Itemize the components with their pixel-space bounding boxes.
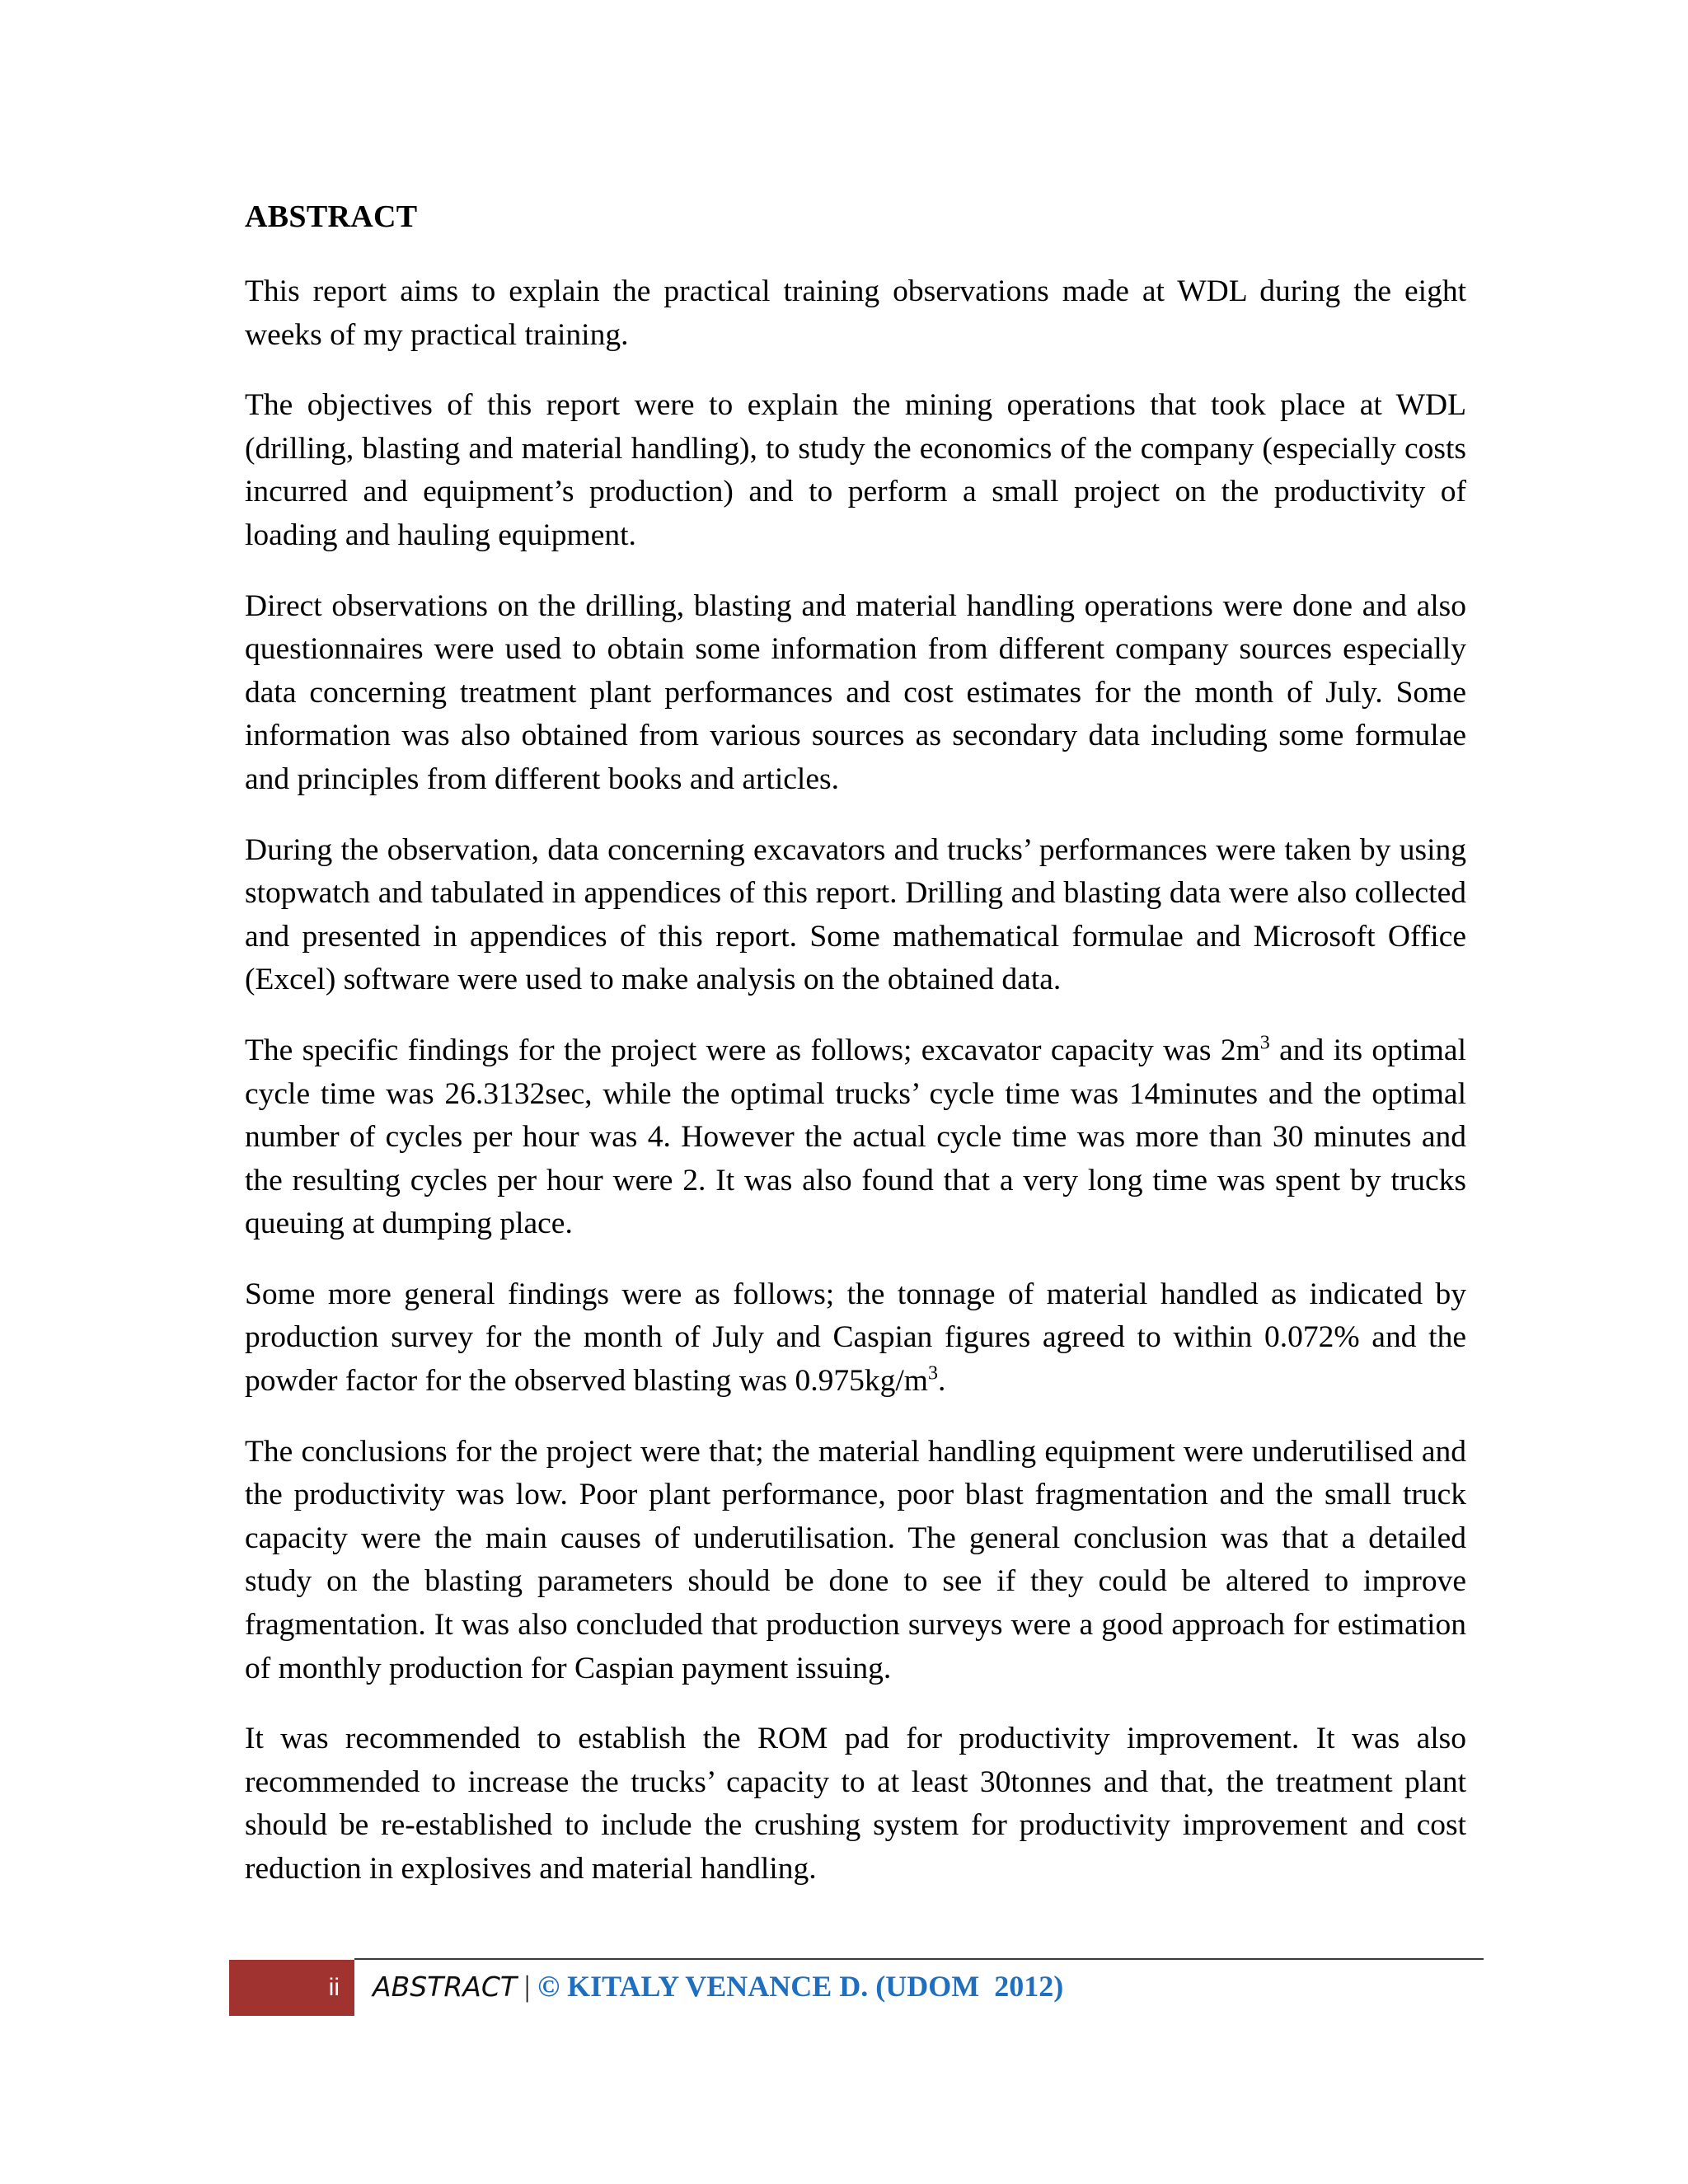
- footer: [373, 1968, 1063, 2005]
- superscript-cubic: 3: [927, 1362, 938, 1385]
- paragraph-specific-findings: [245, 1029, 1466, 1246]
- footer-separator: |: [517, 1970, 538, 2003]
- page-number-box: [229, 1960, 354, 2016]
- paragraph-intro: This report aims to explain the practical training observations made at WDL during the eight weeks of my practical training.: [245, 274, 1466, 352]
- footer-divider: [354, 1958, 1484, 1960]
- paragraph-observation: During the observation, data concerning excavators and trucks’ performances were taken by using stopwatch and tabulated in appendices of this report. Drilling and blasting data were also collected and presented in appendices of this report. Some mathematical formulae and Microsoft Office (Excel) software were used to make analysis on the obtained data.: [245, 832, 1466, 997]
- superscript-cubic: 3: [1259, 1032, 1270, 1054]
- footer-copyright: © KITALY VENANCE D. (UDOM 2012): [537, 1970, 1064, 2003]
- page-number: ii: [328, 1974, 340, 2001]
- document-body: [245, 198, 1466, 1919]
- paragraph-general-findings: [245, 1273, 1466, 1404]
- specific-findings-text-a: The specific findings for the project were as follows; excavator capacity was 2m: [245, 1033, 1260, 1067]
- paragraph-objectives: The objectives of this report were to explain the mining operations that took place at WDL (drilling, blasting and material handling), to study the economics of the company (especially costs incurred and equipment’s production) and to perform a small project on the productivity of loading and hauling equipment.: [245, 388, 1466, 552]
- footer-section-name: ABSTRACT: [373, 1971, 518, 2003]
- page-title: ABSTRACT: [245, 199, 418, 234]
- paragraph-methods: Direct observations on the drilling, blasting and material handling operations were done and also questionnaires were used to obtain some information from different company sources especially data concerning treatment plant performances and cost estimates for the month of July. Some information was also obtained from various sources as secondary data including some formulae and principles from different books and articles.: [245, 588, 1466, 796]
- paragraph-recommendations: It was recommended to establish the ROM pad for productivity improvement. It was also recommended to increase the trucks’ capacity to at least 30tonnes and that, the treatment plant should be re-established to include the crushing system for productivity improvement and cost reduction in explosives and material handling.: [245, 1722, 1466, 1886]
- specific-findings-text-b: and its optimal cycle time was 26.3132sec, while the optimal trucks’ cycle time was 14minutes and the optimal number of cycles per hour was 4. However the actual cycle time was more than 30 minutes and the resulting cycles per hour were 2. It was also found that a very long time was spent by trucks queuing at dumping place.: [245, 1033, 1466, 1241]
- general-findings-text-b: .: [937, 1364, 946, 1399]
- paragraph-conclusions: The conclusions for the project were that; the material handling equipment were underutilised and the productivity was low. Poor plant performance, poor blast fragmentation and the small truck capacity were the main causes of underutilisation. The general conclusion was that a detailed study on the blasting parameters should be done to see if they could be altered to improve fragmentation. It was also concluded that production surveys were a good approach for estimation of monthly production for Caspian payment issuing.: [245, 1434, 1466, 1685]
- general-findings-text-a: Some more general findings were as follows; the tonnage of material handled as indicated by production survey for the month of July and Caspian figures agreed to within 0.072% and the powder factor for the observed blasting was 0.975kg/m: [245, 1277, 1466, 1399]
